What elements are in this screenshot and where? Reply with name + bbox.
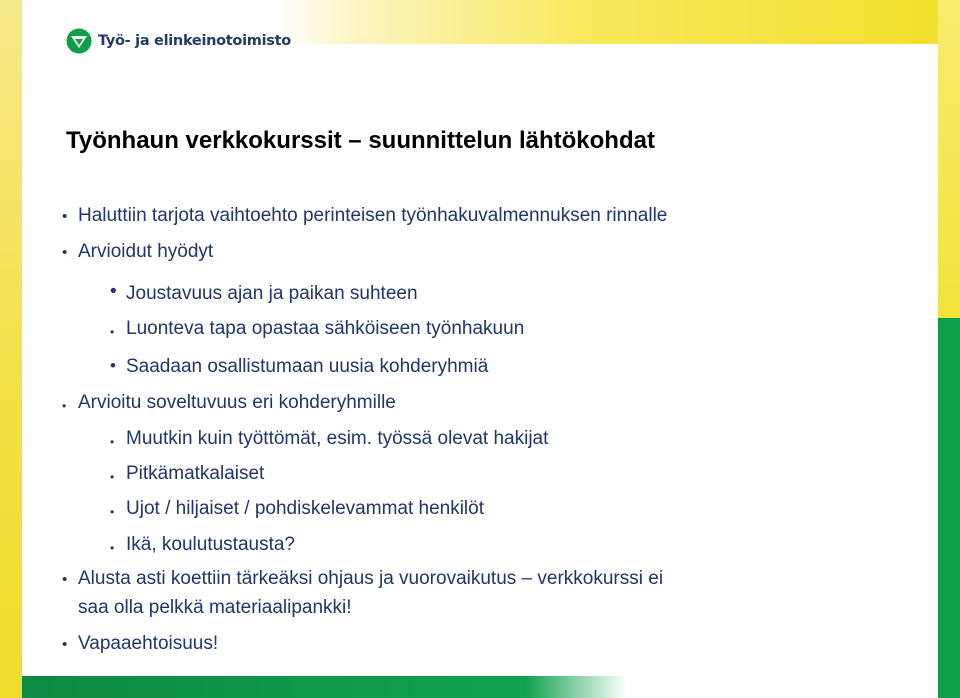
- bullet-dot-icon: •: [110, 470, 115, 484]
- organization-logo: [66, 28, 291, 54]
- top-accent-band: [278, 0, 960, 44]
- bullet-dot-icon: •: [62, 636, 68, 653]
- bullet-dot-icon: •: [110, 541, 115, 555]
- bullet-dot-icon: •: [110, 356, 116, 375]
- bottom-accent-bar: [22, 676, 938, 698]
- organization-name: Työ- ja elinkeinotoimisto: [98, 33, 291, 49]
- slide-title: Työnhaun verkkokurssit – suunnittelun lähtökohdat: [66, 127, 655, 154]
- bullet-dot-icon: •: [110, 281, 117, 302]
- right-accent-bar-yellow: [938, 0, 960, 318]
- bullet-dot-icon: •: [62, 571, 68, 588]
- bullet-dot-icon: •: [110, 325, 115, 339]
- bullet-dot-icon: •: [62, 244, 68, 261]
- bullet-dot-icon: •: [62, 399, 67, 413]
- bullet-dot-icon: •: [110, 435, 115, 449]
- bullet-dot-icon: •: [62, 208, 68, 225]
- logo-emblem-icon: [66, 28, 92, 54]
- right-accent-bar-green: [938, 318, 960, 698]
- left-accent-bar: [0, 0, 22, 698]
- bullet-dot-icon: •: [110, 505, 115, 519]
